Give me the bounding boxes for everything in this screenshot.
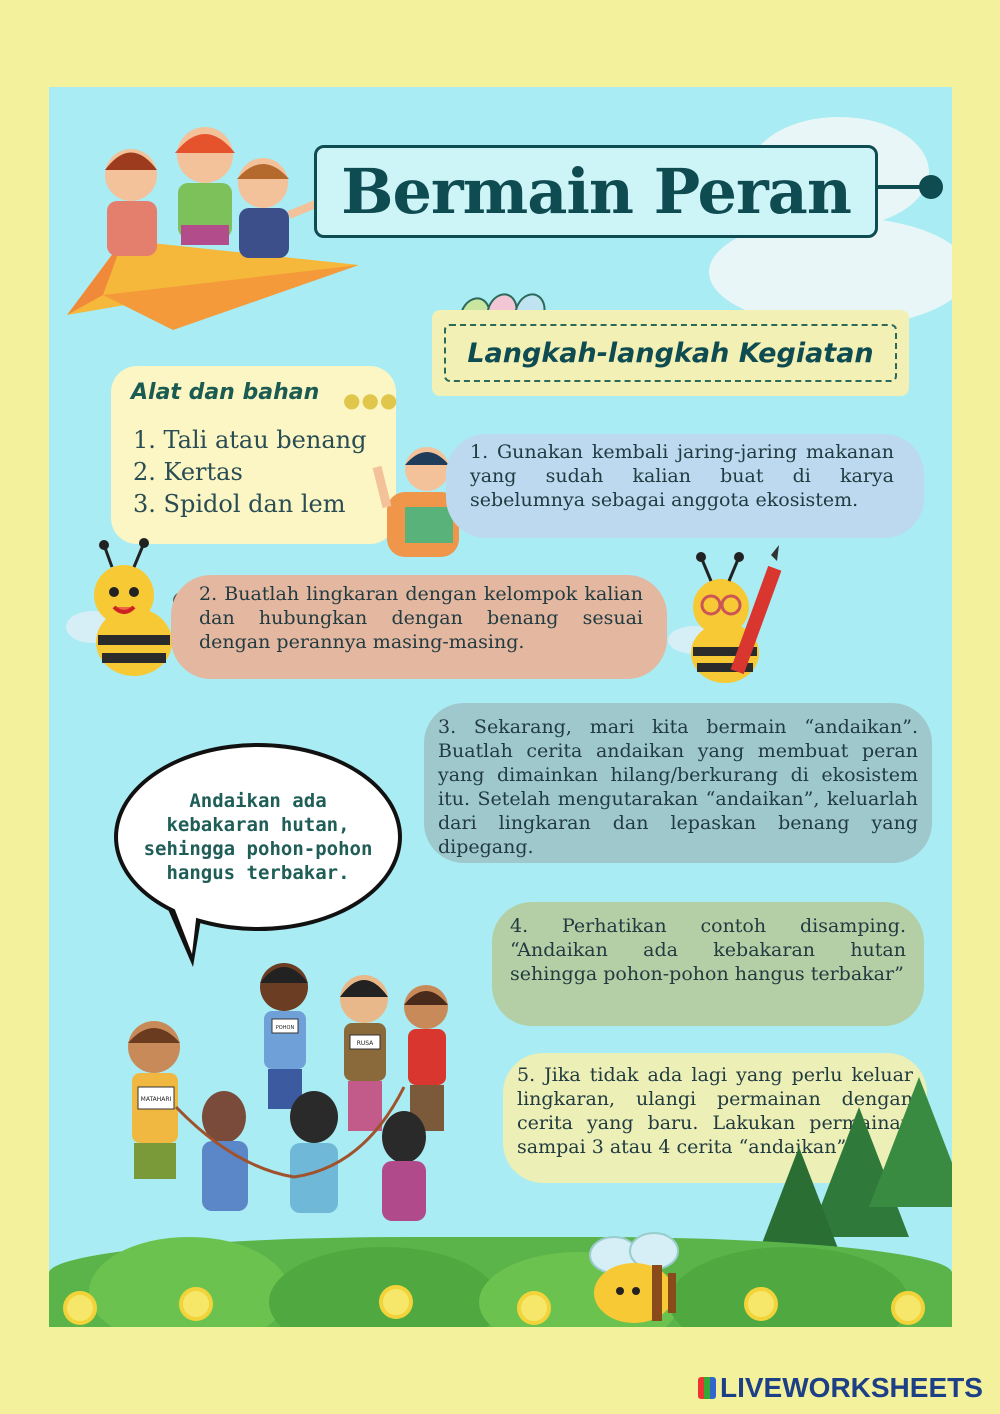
name-tag-pohon: POHON [275,1025,295,1031]
bee-with-pencil-illustration [659,545,789,685]
flower-icon [379,1285,413,1319]
pine-tree [869,1077,952,1207]
tools-card [111,366,399,544]
step-3-card: 3. Sekarang, mari kita bermain “andaikan”. Buatlah cerita andaikan yang membuat peran yang dimainkan hilang/berkurang di ekosistem itu. Setelah mengutarakan “andaikan”, keluarlah dari lingkaran dan lepaskan benang yang dipegang. [424,703,932,863]
tools-item: 3. Spidol dan lem [133,490,346,518]
step-5-card: 5. Jika tidak ada lagi yang perlu keluar lingkaran, ulangi permainan dengan cerita yang baru. Lakukan permainan sampai 3 atau 4 cerita “andaikan”. [503,1053,927,1183]
worksheet-poster [49,87,952,1327]
children-playing-circle-illustration [104,947,504,1247]
speech-bubble-text: Andaikan ada kebakaran hutan, sehingga pohon-pohon hangus terbakar. [143,790,373,884]
steps-heading: Langkah-langkah Kegiatan [467,337,874,369]
dots-icon: ●●● [343,388,399,412]
title-box [314,145,878,238]
bee-bottom-illustration [584,1227,694,1327]
liveworksheets-icon [698,1377,716,1399]
tools-title: Alat dan bahan [131,380,320,405]
flower-icon [63,1291,97,1325]
name-tag-rusa: RUSA [356,1040,374,1047]
tools-list [133,424,366,520]
title-connector-line [875,185,925,189]
step-4-card: 4. Perhatikan contoh disamping. “Andaikan ada kebakaran hutan sehingga pohon-pohon hangus terbakar” [492,902,924,1026]
tools-item: 2. Kertas [133,458,243,486]
flower-icon [517,1291,551,1325]
page-title: Bermain Peran [341,155,851,228]
step-1-card: 1. Gunakan kembali jaring-jaring makanan yang sudah kalian buat di karya sebelumnya sebagai anggota ekosistem. [446,434,924,538]
footer-brand-text: LIVEWORKSHEETS [720,1372,983,1403]
flower-icon [891,1291,925,1325]
steps-heading-frame [444,324,897,382]
tools-item: 1. Tali atau benang [133,426,367,454]
flower-icon [744,1287,778,1321]
title-connector-dot [919,175,943,199]
steps-heading-box [432,310,909,396]
name-tag-matahari: MATAHARI [140,1096,172,1103]
liveworksheets-logo [698,1372,983,1404]
speech-bubble [114,743,402,931]
step-2-card: 2. Buatlah lingkaran dengan kelompok kalian dan hubungkan dengan benang sesuai dengan perannya masing-masing. [171,575,667,679]
flower-icon [179,1287,213,1321]
